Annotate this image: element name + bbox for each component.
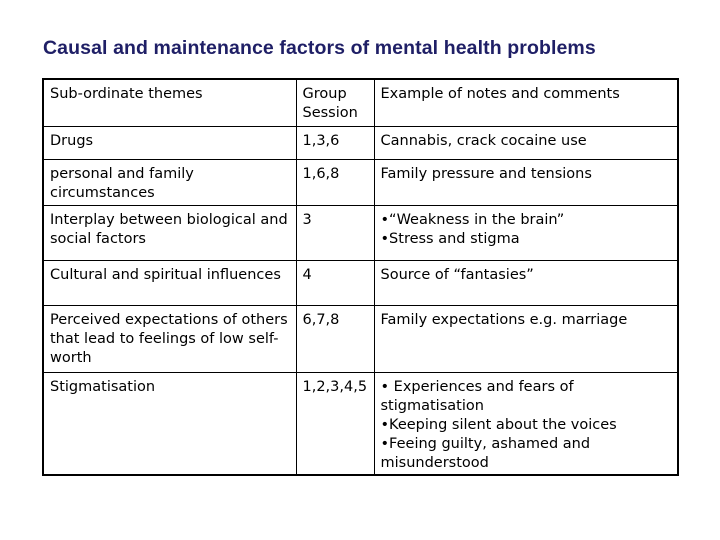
note-line: •“Weakness in the brain” [380, 211, 565, 228]
table-row [43, 159, 678, 205]
page-title: Causal and maintenance factors of mental health problems [43, 37, 596, 59]
table-row [43, 205, 678, 260]
column-header-notes: Example of notes and comments [374, 79, 678, 126]
notes-cell [374, 260, 678, 305]
table-row [43, 260, 678, 305]
session-cell: 1,2,3,4,5 [296, 372, 374, 475]
theme-cell: Interplay between biological and social factors [43, 205, 296, 260]
theme-cell: personal and family circumstances [43, 159, 296, 205]
note-line: Family pressure and tensions [380, 165, 592, 182]
session-cell: 3 [296, 205, 374, 260]
note-line: Family expectations e.g. marriage [380, 311, 628, 328]
notes-cell [374, 205, 678, 260]
notes-cell [374, 126, 678, 159]
note-line: Cannabis, crack cocaine use [380, 132, 587, 149]
table-row [43, 372, 678, 475]
note-line: Source of “fantasies” [380, 266, 534, 283]
table-row [43, 126, 678, 159]
note-line: • Experiences and fears of stigmatisation [380, 378, 574, 414]
theme-cell: Drugs [43, 126, 296, 159]
header-row [43, 79, 678, 126]
session-cell: 6,7,8 [296, 305, 374, 372]
theme-cell: Perceived expectations of others that lead to feelings of low self-worth [43, 305, 296, 372]
session-cell: 1,3,6 [296, 126, 374, 159]
notes-cell [374, 372, 678, 475]
themes-table [42, 78, 679, 476]
session-cell: 4 [296, 260, 374, 305]
notes-cell [374, 159, 678, 205]
column-header-themes: Sub-ordinate themes [43, 79, 296, 126]
theme-cell: Stigmatisation [43, 372, 296, 475]
theme-cell: Cultural and spiritual influences [43, 260, 296, 305]
note-line: •Feeing guilty, ashamed and misunderstood [380, 435, 591, 471]
notes-cell [374, 305, 678, 372]
session-cell: 1,6,8 [296, 159, 374, 205]
table-row [43, 305, 678, 372]
note-line: •Keeping silent about the voices [380, 416, 617, 433]
column-header-group-session: Group Session [296, 79, 374, 126]
note-line: •Stress and stigma [380, 230, 520, 247]
